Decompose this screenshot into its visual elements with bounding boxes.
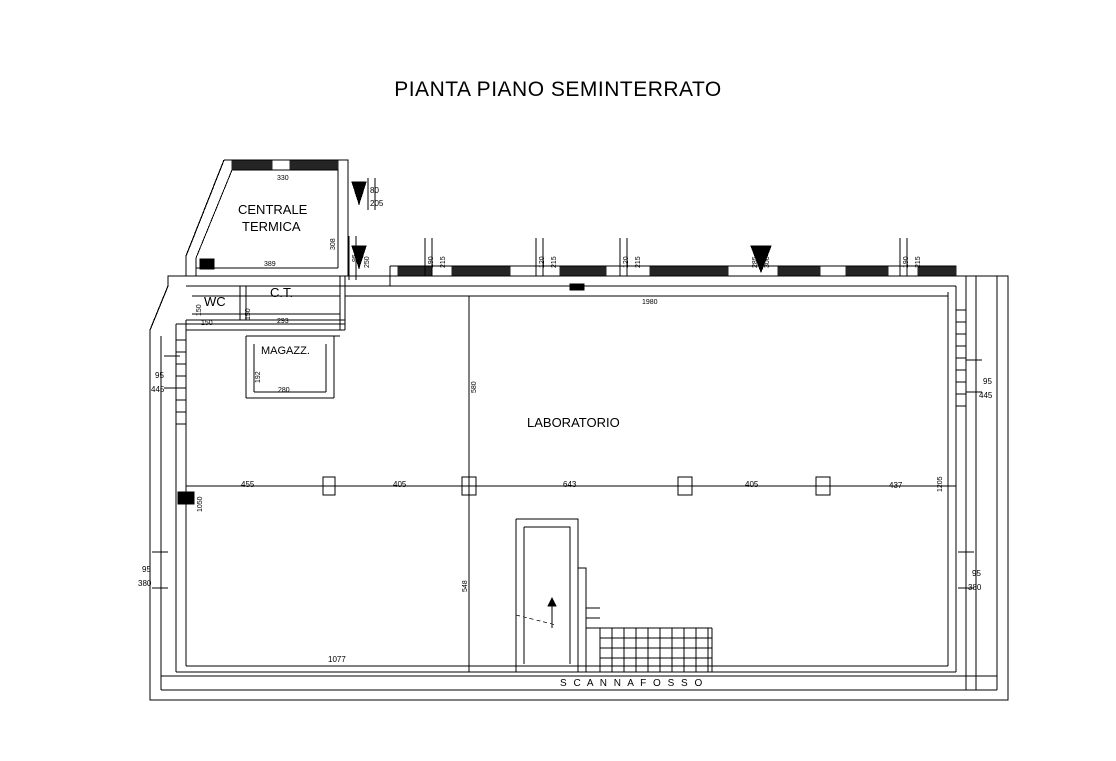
opening-300-bottom: 300: [764, 256, 771, 268]
side-dim-95-right-upper: 95: [983, 377, 992, 386]
opening-80-top: 80: [370, 186, 379, 195]
opening-120-top-a: 120: [539, 256, 546, 268]
dimension-h-405-left: 405: [393, 480, 407, 489]
dimension-v-192: 192: [255, 371, 262, 383]
dimension-v-150-a: 150: [196, 304, 203, 316]
dimension-h-389: 389: [264, 261, 276, 268]
dimension-v-150-b: 150: [245, 308, 252, 320]
opening-250-bottom: 250: [364, 256, 371, 268]
outer-perimeter: [150, 276, 1008, 700]
dimension-v-308: 308: [330, 238, 337, 250]
dimension-h-150: 150: [201, 320, 213, 327]
opening-120-top-b: 120: [623, 256, 630, 268]
dimension-v-580: 580: [471, 381, 478, 393]
room-label-ct: C.T.: [270, 285, 294, 300]
side-dim-380-right-lower: 380: [968, 583, 982, 592]
opening-95-top: 95: [352, 254, 359, 262]
dimension-h-280: 280: [278, 387, 290, 394]
dimension-h-1980: 1980: [642, 299, 658, 306]
dimension-h-1077: 1077: [328, 655, 346, 664]
side-dim-445-right-upper: 445: [979, 391, 993, 400]
side-dim-95-left-upper: 95: [155, 371, 164, 380]
dimension-h-330: 330: [277, 175, 289, 182]
dimension-v-548: 548: [462, 580, 469, 592]
opening-215-bottom-right: 215: [915, 256, 922, 268]
side-dim-95-left-lower: 95: [142, 565, 151, 574]
room-label-magazzino: MAGAZZ.: [261, 345, 310, 357]
opening-215-bottom-a: 215: [551, 256, 558, 268]
side-dim-445-left-upper: 445: [151, 385, 165, 394]
dimension-h-643: 643: [563, 480, 577, 489]
opening-215-bottom: 215: [440, 256, 447, 268]
page-title: PIANTA PIANO SEMINTERRATO: [394, 78, 722, 101]
opening-190-top: 190: [428, 256, 435, 268]
dimension-v-1050: 1050: [197, 496, 204, 512]
room-label-scannafosso: S C A N N A F O S S O: [560, 678, 705, 689]
opening-215-bottom-b: 215: [635, 256, 642, 268]
room-label-wc: WC: [204, 294, 226, 309]
side-dim-95-right-lower: 95: [972, 569, 981, 578]
room-label-centrale-termica-line2: TERMICA: [242, 219, 301, 234]
dimension-h-455: 455: [241, 480, 255, 489]
dimension-h-437: 437: [889, 481, 903, 490]
opening-205-bottom: 205: [370, 199, 384, 208]
opening-190-top-right: 190: [903, 256, 910, 268]
dimension-h-293: 293: [277, 318, 289, 325]
room-label-laboratorio: LABORATORIO: [527, 415, 620, 430]
dimension-h-405-right: 405: [745, 480, 759, 489]
side-dim-380-left-lower: 380: [138, 579, 152, 588]
opening-285-top: 285: [752, 256, 759, 268]
dimension-v-1205: 1205: [937, 476, 944, 492]
room-label-centrale-termica-line1: CENTRALE: [238, 202, 308, 217]
